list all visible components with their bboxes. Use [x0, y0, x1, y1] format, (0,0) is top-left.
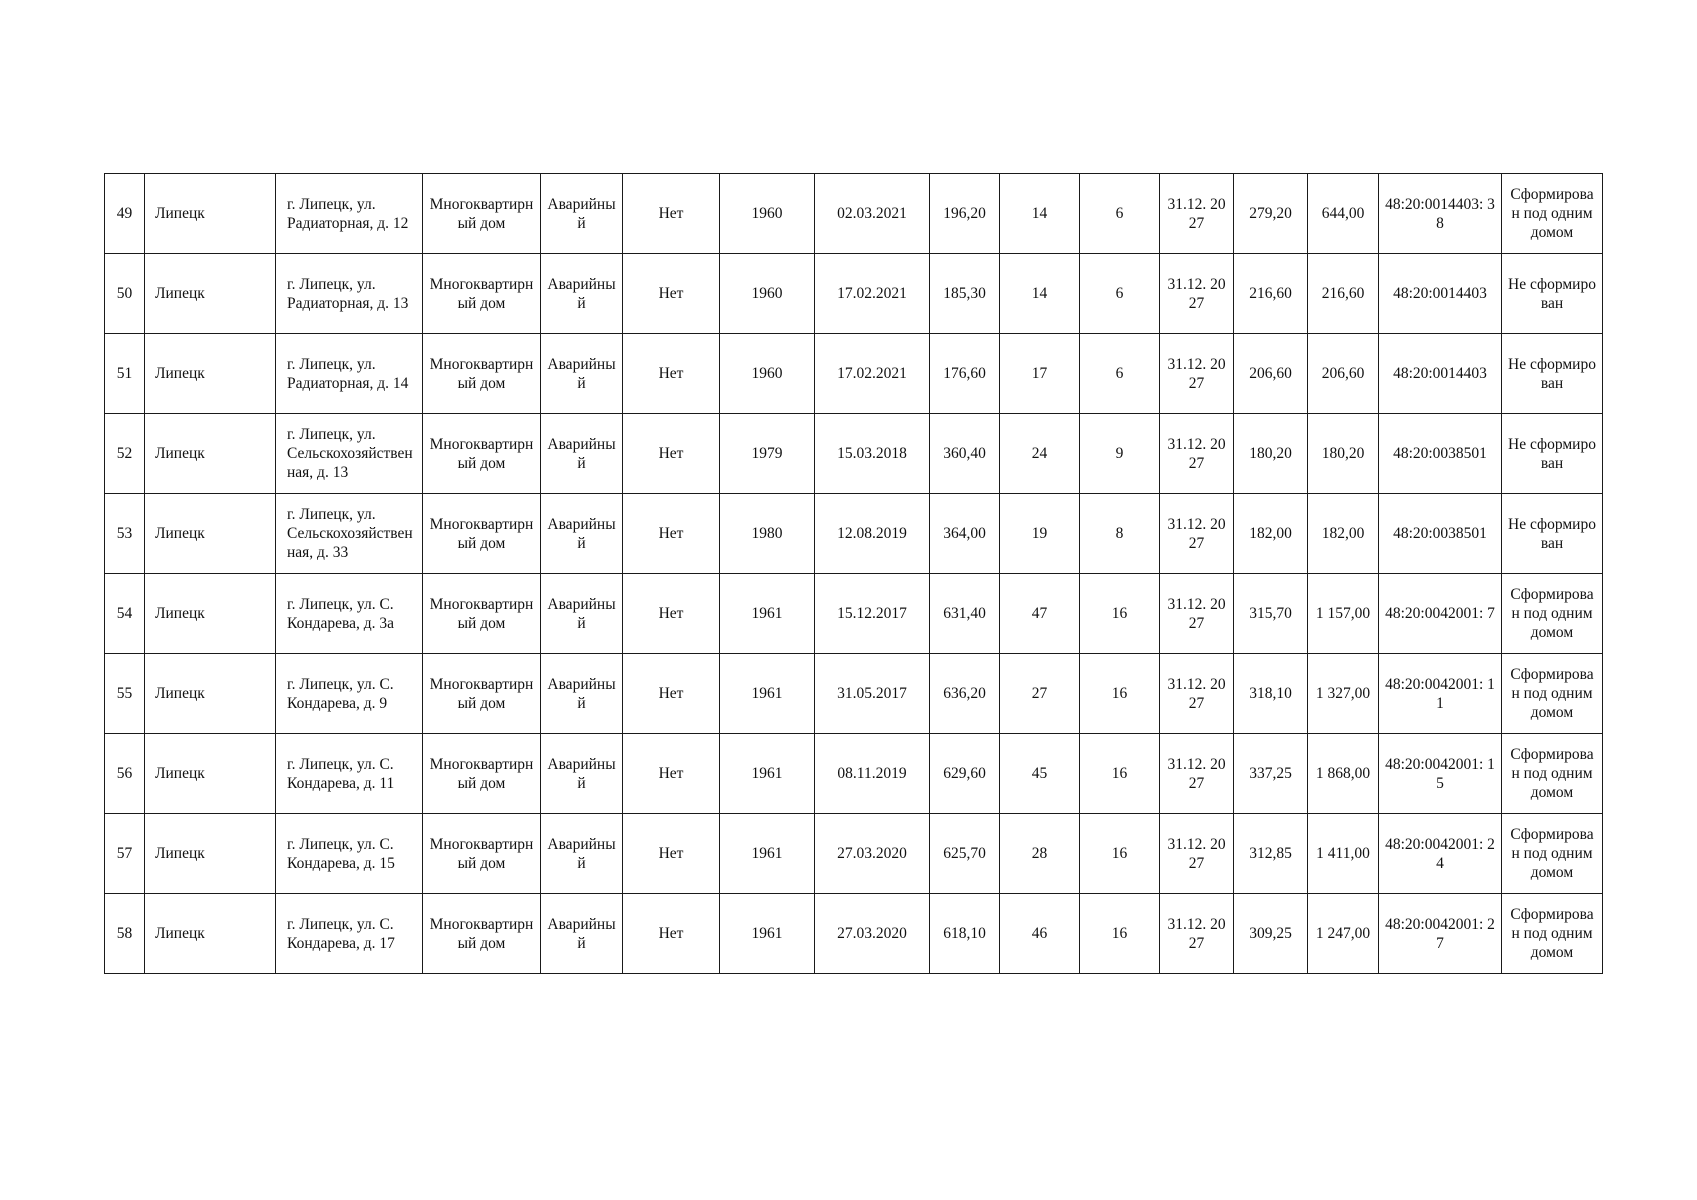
land-formation-cell: Сформирован под одним домом: [1502, 174, 1603, 254]
land-formation-cell: Сформирован под одним домом: [1502, 894, 1603, 974]
year-cell: 1980: [720, 494, 815, 574]
address-cell: г. Липецк, ул. С. Кондарева, д. 9: [276, 654, 423, 734]
area-cell: 631,40: [930, 574, 1000, 654]
area3-cell: 1 327,00: [1308, 654, 1379, 734]
city-cell: Липецк: [145, 574, 276, 654]
city-cell: Липецк: [145, 734, 276, 814]
deadline-cell: 31.12. 2027: [1160, 814, 1234, 894]
land-formation-cell: Не сформирован: [1502, 494, 1603, 574]
table-row: [105, 174, 1603, 254]
area2-cell: 279,20: [1234, 174, 1308, 254]
cadastral-number-cell: 48:20:0038501: [1379, 414, 1502, 494]
flag-cell: Нет: [623, 334, 720, 414]
land-formation-cell: Сформирован под одним домом: [1502, 574, 1603, 654]
building-type-cell: Многоквартирный дом: [423, 254, 541, 334]
cadastral-number-cell: 48:20:0042001: 7: [1379, 574, 1502, 654]
year-cell: 1961: [720, 654, 815, 734]
status-cell: Аварийный: [541, 174, 623, 254]
deadline-cell: 31.12. 2027: [1160, 894, 1234, 974]
city-cell: Липецк: [145, 494, 276, 574]
row-number: 50: [105, 254, 145, 334]
area-cell: 364,00: [930, 494, 1000, 574]
date-cell: 17.02.2021: [815, 254, 930, 334]
table-row: [105, 574, 1603, 654]
cadastral-number-cell: 48:20:0014403: [1379, 254, 1502, 334]
residents-cell: 46: [1000, 894, 1080, 974]
status-cell: Аварийный: [541, 494, 623, 574]
row-number: 51: [105, 334, 145, 414]
status-cell: Аварийный: [541, 414, 623, 494]
residents-cell: 14: [1000, 174, 1080, 254]
land-formation-cell: Сформирован под одним домом: [1502, 814, 1603, 894]
table-row: [105, 494, 1603, 574]
address-cell: г. Липецк, ул. Радиаторная, д. 12: [276, 174, 423, 254]
deadline-cell: 31.12. 2027: [1160, 574, 1234, 654]
land-formation-cell: Не сформирован: [1502, 414, 1603, 494]
city-cell: Липецк: [145, 414, 276, 494]
row-number: 56: [105, 734, 145, 814]
apartments-cell: 16: [1080, 654, 1160, 734]
city-cell: Липецк: [145, 894, 276, 974]
address-cell: г. Липецк, ул. Сельскохозяйственная, д. 33: [276, 494, 423, 574]
city-cell: Липецк: [145, 814, 276, 894]
date-cell: 02.03.2021: [815, 174, 930, 254]
row-number: 54: [105, 574, 145, 654]
address-cell: г. Липецк, ул. Сельскохозяйственная, д. 13: [276, 414, 423, 494]
table-row: [105, 894, 1603, 974]
address-cell: г. Липецк, ул. С. Кондарева, д. 3а: [276, 574, 423, 654]
area2-cell: 312,85: [1234, 814, 1308, 894]
area3-cell: 1 157,00: [1308, 574, 1379, 654]
apartments-cell: 8: [1080, 494, 1160, 574]
table-row: [105, 654, 1603, 734]
row-number: 58: [105, 894, 145, 974]
flag-cell: Нет: [623, 734, 720, 814]
area2-cell: 337,25: [1234, 734, 1308, 814]
area3-cell: 182,00: [1308, 494, 1379, 574]
apartments-cell: 6: [1080, 174, 1160, 254]
year-cell: 1961: [720, 894, 815, 974]
area-cell: 185,30: [930, 254, 1000, 334]
building-type-cell: Многоквартирный дом: [423, 494, 541, 574]
cadastral-number-cell: 48:20:0042001: 15: [1379, 734, 1502, 814]
date-cell: 27.03.2020: [815, 894, 930, 974]
row-number: 55: [105, 654, 145, 734]
status-cell: Аварийный: [541, 334, 623, 414]
building-type-cell: Многоквартирный дом: [423, 894, 541, 974]
row-number: 52: [105, 414, 145, 494]
status-cell: Аварийный: [541, 654, 623, 734]
date-cell: 17.02.2021: [815, 334, 930, 414]
status-cell: Аварийный: [541, 814, 623, 894]
table-row: [105, 254, 1603, 334]
date-cell: 31.05.2017: [815, 654, 930, 734]
cadastral-number-cell: 48:20:0042001: 11: [1379, 654, 1502, 734]
apartments-cell: 16: [1080, 574, 1160, 654]
apartments-cell: 16: [1080, 734, 1160, 814]
deadline-cell: 31.12. 2027: [1160, 654, 1234, 734]
area3-cell: 180,20: [1308, 414, 1379, 494]
residents-cell: 14: [1000, 254, 1080, 334]
flag-cell: Нет: [623, 894, 720, 974]
table-row: [105, 734, 1603, 814]
address-cell: г. Липецк, ул. С. Кондарева, д. 17: [276, 894, 423, 974]
apartments-cell: 16: [1080, 894, 1160, 974]
city-cell: Липецк: [145, 174, 276, 254]
apartments-cell: 6: [1080, 254, 1160, 334]
area3-cell: 1 411,00: [1308, 814, 1379, 894]
cadastral-number-cell: 48:20:0014403: [1379, 334, 1502, 414]
status-cell: Аварийный: [541, 894, 623, 974]
row-number: 49: [105, 174, 145, 254]
area3-cell: 206,60: [1308, 334, 1379, 414]
land-formation-cell: Не сформирован: [1502, 254, 1603, 334]
cadastral-number-cell: 48:20:0042001: 27: [1379, 894, 1502, 974]
land-formation-cell: Сформирован под одним домом: [1502, 654, 1603, 734]
address-cell: г. Липецк, ул. С. Кондарева, д. 11: [276, 734, 423, 814]
building-type-cell: Многоквартирный дом: [423, 414, 541, 494]
area-cell: 625,70: [930, 814, 1000, 894]
area2-cell: 182,00: [1234, 494, 1308, 574]
flag-cell: Нет: [623, 254, 720, 334]
city-cell: Липецк: [145, 654, 276, 734]
building-type-cell: Многоквартирный дом: [423, 814, 541, 894]
status-cell: Аварийный: [541, 254, 623, 334]
area-cell: 618,10: [930, 894, 1000, 974]
flag-cell: Нет: [623, 654, 720, 734]
date-cell: 08.11.2019: [815, 734, 930, 814]
deadline-cell: 31.12. 2027: [1160, 494, 1234, 574]
registry-table-container: [104, 173, 1602, 974]
year-cell: 1961: [720, 574, 815, 654]
area2-cell: 216,60: [1234, 254, 1308, 334]
year-cell: 1961: [720, 734, 815, 814]
deadline-cell: 31.12. 2027: [1160, 174, 1234, 254]
table-row: [105, 814, 1603, 894]
residents-cell: 45: [1000, 734, 1080, 814]
deadline-cell: 31.12. 2027: [1160, 254, 1234, 334]
land-formation-cell: Не сформирован: [1502, 334, 1603, 414]
apartments-cell: 16: [1080, 814, 1160, 894]
flag-cell: Нет: [623, 494, 720, 574]
registry-table: [104, 173, 1603, 974]
table-row: [105, 334, 1603, 414]
area2-cell: 309,25: [1234, 894, 1308, 974]
residents-cell: 27: [1000, 654, 1080, 734]
flag-cell: Нет: [623, 574, 720, 654]
residents-cell: 47: [1000, 574, 1080, 654]
flag-cell: Нет: [623, 414, 720, 494]
building-type-cell: Многоквартирный дом: [423, 174, 541, 254]
year-cell: 1960: [720, 254, 815, 334]
area2-cell: 315,70: [1234, 574, 1308, 654]
cadastral-number-cell: 48:20:0042001: 24: [1379, 814, 1502, 894]
status-cell: Аварийный: [541, 734, 623, 814]
area2-cell: 206,60: [1234, 334, 1308, 414]
area2-cell: 180,20: [1234, 414, 1308, 494]
address-cell: г. Липецк, ул. Радиаторная, д. 13: [276, 254, 423, 334]
date-cell: 15.03.2018: [815, 414, 930, 494]
land-formation-cell: Сформирован под одним домом: [1502, 734, 1603, 814]
date-cell: 15.12.2017: [815, 574, 930, 654]
city-cell: Липецк: [145, 334, 276, 414]
area-cell: 636,20: [930, 654, 1000, 734]
area-cell: 360,40: [930, 414, 1000, 494]
residents-cell: 17: [1000, 334, 1080, 414]
deadline-cell: 31.12. 2027: [1160, 334, 1234, 414]
area-cell: 176,60: [930, 334, 1000, 414]
date-cell: 27.03.2020: [815, 814, 930, 894]
apartments-cell: 9: [1080, 414, 1160, 494]
residents-cell: 19: [1000, 494, 1080, 574]
building-type-cell: Многоквартирный дом: [423, 654, 541, 734]
deadline-cell: 31.12. 2027: [1160, 414, 1234, 494]
area3-cell: 216,60: [1308, 254, 1379, 334]
flag-cell: Нет: [623, 814, 720, 894]
building-type-cell: Многоквартирный дом: [423, 734, 541, 814]
residents-cell: 24: [1000, 414, 1080, 494]
residents-cell: 28: [1000, 814, 1080, 894]
building-type-cell: Многоквартирный дом: [423, 334, 541, 414]
year-cell: 1960: [720, 174, 815, 254]
area-cell: 196,20: [930, 174, 1000, 254]
address-cell: г. Липецк, ул. Радиаторная, д. 14: [276, 334, 423, 414]
area2-cell: 318,10: [1234, 654, 1308, 734]
cadastral-number-cell: 48:20:0014403: 38: [1379, 174, 1502, 254]
row-number: 57: [105, 814, 145, 894]
year-cell: 1979: [720, 414, 815, 494]
cadastral-number-cell: 48:20:0038501: [1379, 494, 1502, 574]
year-cell: 1961: [720, 814, 815, 894]
date-cell: 12.08.2019: [815, 494, 930, 574]
year-cell: 1960: [720, 334, 815, 414]
area3-cell: 644,00: [1308, 174, 1379, 254]
area3-cell: 1 868,00: [1308, 734, 1379, 814]
flag-cell: Нет: [623, 174, 720, 254]
deadline-cell: 31.12. 2027: [1160, 734, 1234, 814]
area3-cell: 1 247,00: [1308, 894, 1379, 974]
status-cell: Аварийный: [541, 574, 623, 654]
apartments-cell: 6: [1080, 334, 1160, 414]
table-row: [105, 414, 1603, 494]
city-cell: Липецк: [145, 254, 276, 334]
area-cell: 629,60: [930, 734, 1000, 814]
address-cell: г. Липецк, ул. С. Кондарева, д. 15: [276, 814, 423, 894]
row-number: 53: [105, 494, 145, 574]
building-type-cell: Многоквартирный дом: [423, 574, 541, 654]
registry-table-body: [105, 174, 1603, 974]
